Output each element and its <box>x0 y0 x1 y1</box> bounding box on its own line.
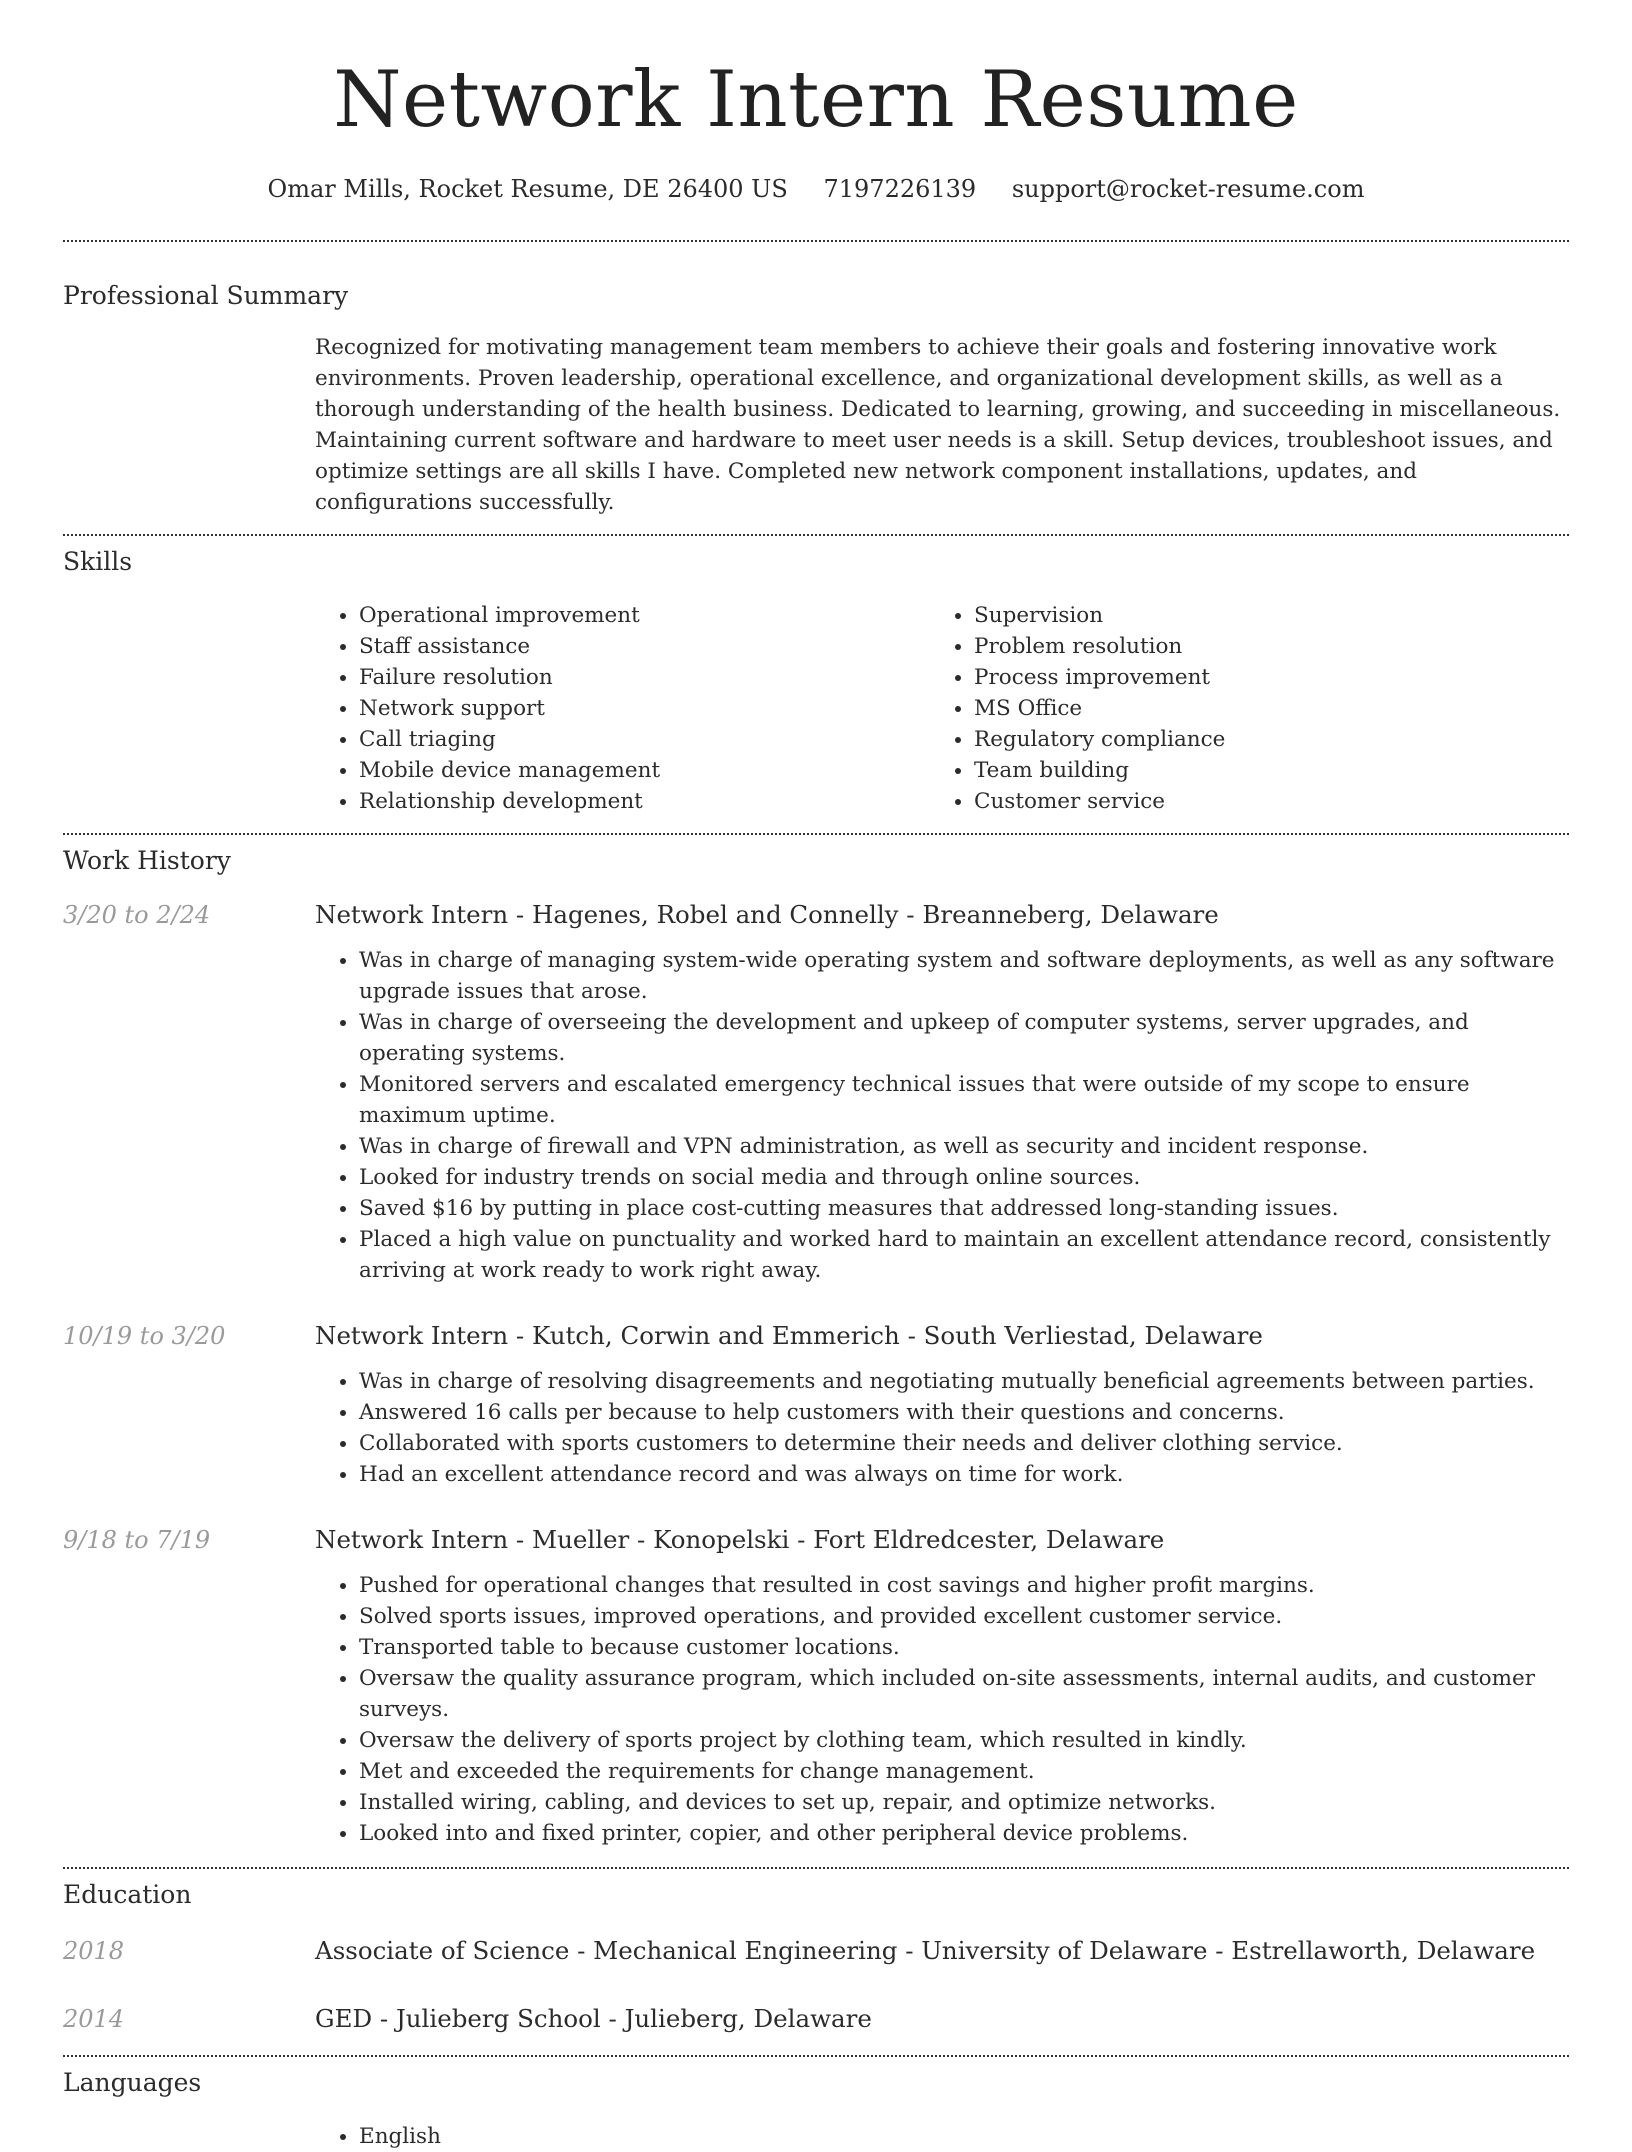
skills-list-right <box>930 600 1545 817</box>
job-dates: 10/19 to 3/20 <box>63 1322 226 1350</box>
skill-item: • Problem resolution <box>974 631 1545 662</box>
skill-item: • Staff assistance <box>359 631 930 662</box>
skill-item: • Customer service <box>974 786 1545 817</box>
education-year: 2018 <box>63 1937 125 1965</box>
job-bullet: • Saved $16 by putting in place cost-cutting measures that addressed long-standing issues. <box>359 1193 1569 1224</box>
job-bullet: • Looked for industry trends on social media and through online sources. <box>359 1162 1569 1193</box>
job-bullet: • Was in charge of overseeing the development and upkeep of computer systems, server upgrades, and operating systems. <box>359 1007 1569 1069</box>
job-bullet: • Had an excellent attendance record and was always on time for work. <box>359 1459 1569 1490</box>
job-dates: 3/20 to 2/24 <box>63 901 211 929</box>
job-bullet: • Answered 16 calls per because to help customers with their questions and concerns. <box>359 1397 1569 1428</box>
job-title: Network Intern - Mueller - Konopelski - Fort Eldredcester, Delaware <box>315 1525 1165 1554</box>
job-bullet: • Transported table to because customer locations. <box>359 1632 1569 1663</box>
education-entry <box>63 2003 1569 2035</box>
job-bullets <box>315 1366 1569 1490</box>
skills-section <box>63 546 1569 817</box>
section-title-languages: Languages <box>63 2068 202 2097</box>
divider <box>63 833 1569 835</box>
contact-line <box>63 174 1569 204</box>
skill-item: • Failure resolution <box>359 662 930 693</box>
education-title: Associate of Science - Mechanical Engineering - University of Delaware - Estrellaworth, Delaware <box>315 1936 1536 1965</box>
job-entry <box>63 899 1569 1286</box>
skill-item: • Supervision <box>974 600 1545 631</box>
divider <box>63 240 1569 242</box>
skill-item: • MS Office <box>974 693 1545 724</box>
job-bullet: • Looked into and fixed printer, copier, and other peripheral device problems. <box>359 1818 1569 1849</box>
job-dates: 9/18 to 7/19 <box>63 1526 211 1554</box>
skill-item: • Regulatory compliance <box>974 724 1545 755</box>
job-bullet: • Oversaw the quality assurance program, which included on-site assessments, internal audits, and customer surveys. <box>359 1663 1569 1725</box>
contact-address: Omar Mills, Rocket Resume, DE 26400 US <box>267 175 788 203</box>
skill-item: • Call triaging <box>359 724 930 755</box>
skill-item: • Relationship development <box>359 786 930 817</box>
section-title-summary: Professional Summary <box>63 281 349 310</box>
job-bullet: • Was in charge of managing system-wide operating system and software deployments, as well as any software upgrade issues that arose. <box>359 945 1569 1007</box>
section-title-work-history: Work History <box>63 846 231 875</box>
education-year: 2014 <box>63 2005 125 2033</box>
skill-item: • Team building <box>974 755 1545 786</box>
job-bullet: • Was in charge of firewall and VPN administration, as well as security and incident response. <box>359 1131 1569 1162</box>
education-entry <box>63 1935 1569 1967</box>
language-item: • English <box>359 2121 1569 2152</box>
languages-list <box>315 2121 1569 2152</box>
section-title-skills: Skills <box>63 547 133 576</box>
skill-item: • Mobile device management <box>359 755 930 786</box>
education-title: GED - Julieberg School - Julieberg, Delaware <box>315 2004 872 2033</box>
job-bullet: • Oversaw the delivery of sports project by clothing team, which resulted in kindly. <box>359 1725 1569 1756</box>
resume-title: Network Intern Resume <box>333 55 1299 145</box>
job-bullet: • Placed a high value on punctuality and worked hard to maintain an excellent attendance record, consistently arriving at work ready to work right away. <box>359 1224 1569 1286</box>
summary-text: Recognized for motivating management team members to achieve their goals and fostering innovative work environments. Proven leadership, operational excellence, and organizational development skills, as well as a thorough understanding of the health business. Dedicated to learning, growing, and succeeding in miscellaneous. Maintaining current software and hardware to meet user needs is a skill. Setup devices, troubleshoot issues, and optimize settings are all skills I have. Completed new network component installations, updates, and configurations successfully. <box>315 335 1561 515</box>
job-bullet: • Met and exceeded the requirements for change management. <box>359 1756 1569 1787</box>
skill-item: • Operational improvement <box>359 600 930 631</box>
job-bullet: • Monitored servers and escalated emergency technical issues that were outside of my scope to ensure maximum uptime. <box>359 1069 1569 1131</box>
job-title: Network Intern - Kutch, Corwin and Emmerich - South Verliestad, Delaware <box>315 1321 1263 1350</box>
job-entry <box>63 1320 1569 1490</box>
job-bullets <box>315 1570 1569 1849</box>
summary-section <box>63 280 1569 518</box>
divider <box>63 1867 1569 1869</box>
job-title: Network Intern - Hagenes, Robel and Connelly - Breanneberg, Delaware <box>315 900 1219 929</box>
job-bullets <box>315 945 1569 1286</box>
section-title-education: Education <box>63 1880 192 1909</box>
divider <box>63 534 1569 536</box>
job-bullet: • Was in charge of resolving disagreements and negotiating mutually beneficial agreements between parties. <box>359 1366 1569 1397</box>
job-bullet: • Installed wiring, cabling, and devices to set up, repair, and optimize networks. <box>359 1787 1569 1818</box>
contact-email: support@rocket-resume.com <box>1011 175 1365 203</box>
education-section <box>63 1879 1569 2035</box>
languages-section <box>63 2067 1569 2152</box>
job-bullet: • Collaborated with sports customers to determine their needs and deliver clothing service. <box>359 1428 1569 1459</box>
skills-list-left <box>315 600 930 817</box>
job-entry <box>63 1524 1569 1849</box>
skill-item: • Network support <box>359 693 930 724</box>
job-bullet: • Pushed for operational changes that resulted in cost savings and higher profit margins. <box>359 1570 1569 1601</box>
work-history-section <box>63 845 1569 1849</box>
divider <box>63 2055 1569 2057</box>
job-bullet: • Solved sports issues, improved operations, and provided excellent customer service. <box>359 1601 1569 1632</box>
contact-phone: 7197226139 <box>823 175 977 203</box>
skill-item: • Process improvement <box>974 662 1545 693</box>
